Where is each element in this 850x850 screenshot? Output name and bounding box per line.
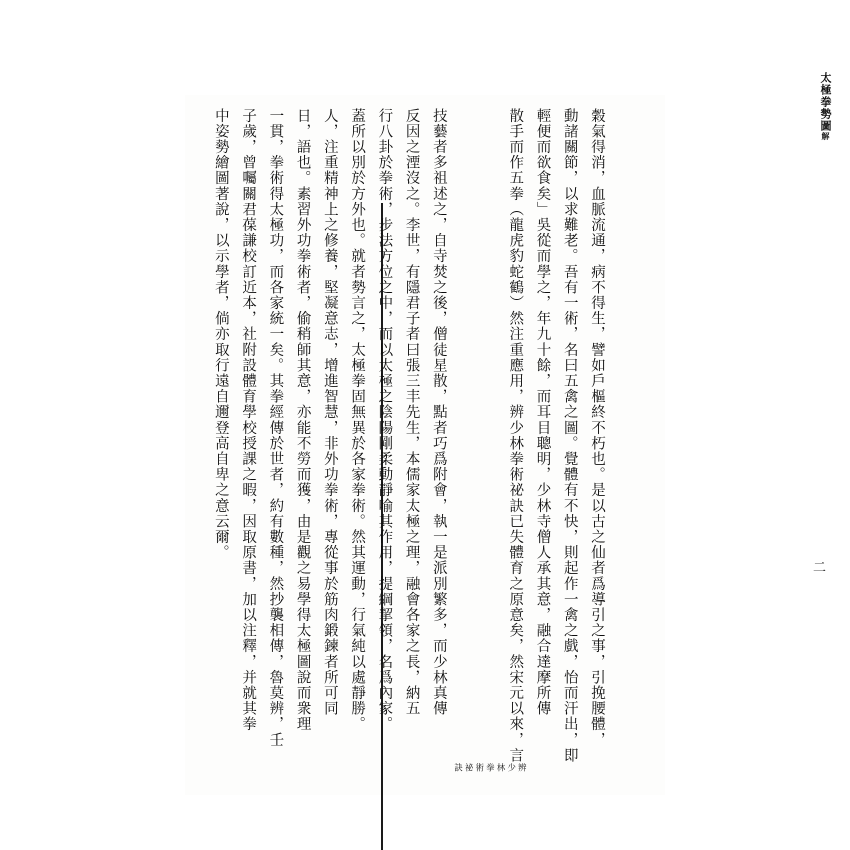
text-column: 輕便而欲食矣」吳從而學之，年九十餘，而耳目聰明，少林寺僧人承其意，融合達摩所傳 [534,108,551,717]
book-header-title [819,72,830,141]
text-column: 蓋所以別於方外也。就者勢言之，太極拳固無異於各家拳術。然其運動，行氣純以處靜勝。 [349,108,366,732]
annotation-line: 術祕訣 [453,763,485,772]
text-column: 穀氣得消，血脈流通，病不得生，譬如戶樞終不朽也。是以古之仙者爲導引之事，引挽腰體， [589,108,605,748]
text-column: 一貫，拳術得太極功，而各家統一矣。其拳經傳於世者，約有數種，然抄襲相傳，魯莫辨，壬 [267,108,284,748]
inline-annotation [453,763,527,779]
text-column: 技藝者多祖述之，自寺焚之後，僧徒星散，點者巧爲附會，執一是派別繁多，而少林真傳 [430,108,447,717]
header-title-suffix: 解 [821,132,830,141]
text-column: 動諸關節，以求難老。吾有一術，名曰五禽之圖。覺體有不快，則起作一禽之戲，怡而汗出，即 [561,108,578,764]
text-column: 中姿勢繪圖著說，以示學者，倘亦取行遠自邇登高自卑之意云爾。 [212,108,229,561]
text-column-main: 散手而作五拳（龍虎豹蛇鶴）然注重應用，辨少林拳術祕訣已失體育之原意矣，然宋元以來，言 [507,108,524,764]
annotation-line: 辨少林拳 [485,763,528,772]
document-body-text [210,108,610,780]
text-column: 日，語也。素習外功拳術者，偷稍師其意，亦能不勞而獲，由是觀之易學得太極圖說而衆理 [294,108,311,732]
page-number: 二 [811,560,826,573]
text-column: 反因之湮沒之。李世，有隱君子者曰張三丰先生，本儒家太極之理，融會各家之長，納五 [403,108,420,717]
text-column: 子歲，曾囑關君葆謙校訂近本，社附設體育學校授課之暇，因取原書，加以注釋，并就其拳 [240,108,257,732]
text-column: 人，注重精神上之修養，堅凝意志，增進智慧，非外功拳術，專從事於筋肉鍛鍊者所可同 [321,108,338,717]
header-title-text: 太極拳勢圖 [819,72,831,132]
text-column [452,108,528,780]
text-column: 行八卦於拳術，步法方位之中，而以太極之陰陽剛柔動靜喻其作用，提綱挈領，名爲內家。 [376,108,393,732]
